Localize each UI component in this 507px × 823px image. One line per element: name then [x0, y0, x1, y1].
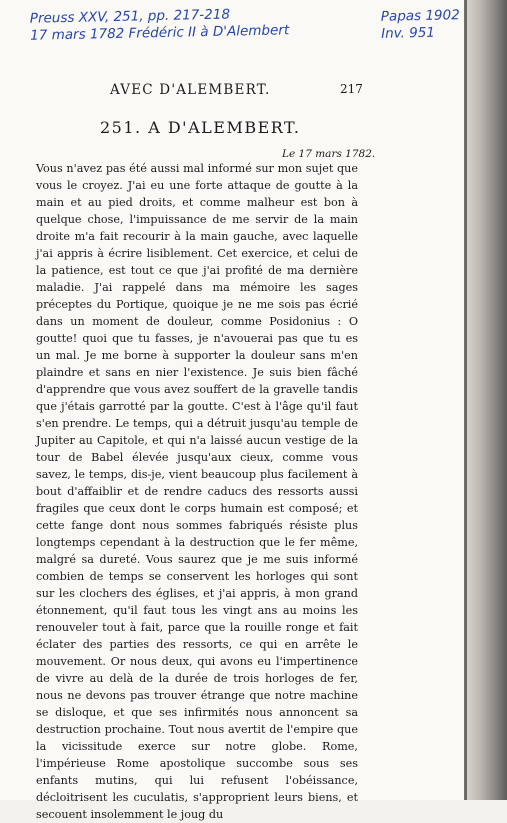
annotation-line: Inv. 951: [381, 24, 436, 42]
handwritten-annotation-right: [381, 7, 461, 43]
page-edge-line: [464, 0, 467, 800]
letter-heading: 251. A D'ALEMBERT.: [100, 118, 301, 137]
running-head-title: AVEC D'ALEMBERT.: [110, 82, 271, 98]
body-paragraph: Vous n'avez pas été aussi mal informé sur mon sujet que vous le croyez. J'ai eu une forte attaque de goutte à la main et au pied droits, et comme malheur est bon à quelque chose, l'impuissance de me servir de la main droite m'a fait recourir à la main gauche, avec laquelle j'ai appris à écrire lisiblement. Cet exercice, et celui de la patience, est tout ce que j'ai profité de ma dernière maladie. J'ai rappelé dans ma mémoire les sages préceptes du Portique, quoique je ne me sois pas écrié dans un moment de douleur, comme Posidonius : O goutte! quoi que tu fasses, je n'avouerai pas que tu es un mal. Je me borne à supporter la douleur sans m'en plaindre et sans en nier l'existence. Je suis bien fâché d'apprendre que vous avez souffert de la gravelle tandis que j'étais garrotté par la goutte. C'est à l'âge qu'il faut s'en prendre. Le temps, qui a détruit jusqu'au temple de Jupiter au Capitole, et qui n'a laissé aucun vestige de la tour de Babel élevée jusqu'aux cieux, comme vous savez, le temps, dis-je, vient beaucoup plus facilement à bout d'affaiblir et de rendre caducs des ressorts aussi fragiles que ceux dont le corps humain est composé; et cette fange dont nous sommes fabriqués résiste plus longtemps cependant à la destruction que le fer même, malgré sa dureté. Vous saurez que je me suis informé combien de temps se conservent les horloges qui sont sur les clochers des églises, et j'ai appris, à mon grand étonnement, qu'il faut tous les vingt ans au moins les renouveler tout à fait, parce que la rouille ronge et fait éclater des parties des ressorts, ce qui en arrête le mouvement. Or nous deux, qui avons eu l'impertinence de vivre au delà de la durée de trois horloges de fer, nous ne devons pas trouver étrange que notre machine se disloque, et que ses infirmités nous annoncent sa destruction prochaine. Tout nous avertit de l'empire que la vicissitude exerce sur notre globe. Rome, l'impérieuse Rome apostolique succombe sous ses enfants mutins, qui lui refusent l'obéissance, décloitrisent les cuculatis, s'approprient leurs biens, et secouent insolemment le joug du: [36, 162, 358, 821]
page-number: 217: [340, 82, 363, 96]
annotation-line: Papas 1902: [380, 7, 460, 25]
scan-edge-shadow: [465, 0, 507, 800]
annotation-line: Preuss XXV, 251, pp. 217-218: [29, 6, 231, 27]
handwritten-annotation-left: [30, 5, 290, 44]
running-head: [0, 82, 467, 100]
annotation-line: 17 mars 1782 Frédéric II à D'Alembert: [30, 22, 290, 44]
letter-date: Le 17 mars 1782.: [282, 148, 376, 160]
letter-body: [36, 160, 358, 823]
